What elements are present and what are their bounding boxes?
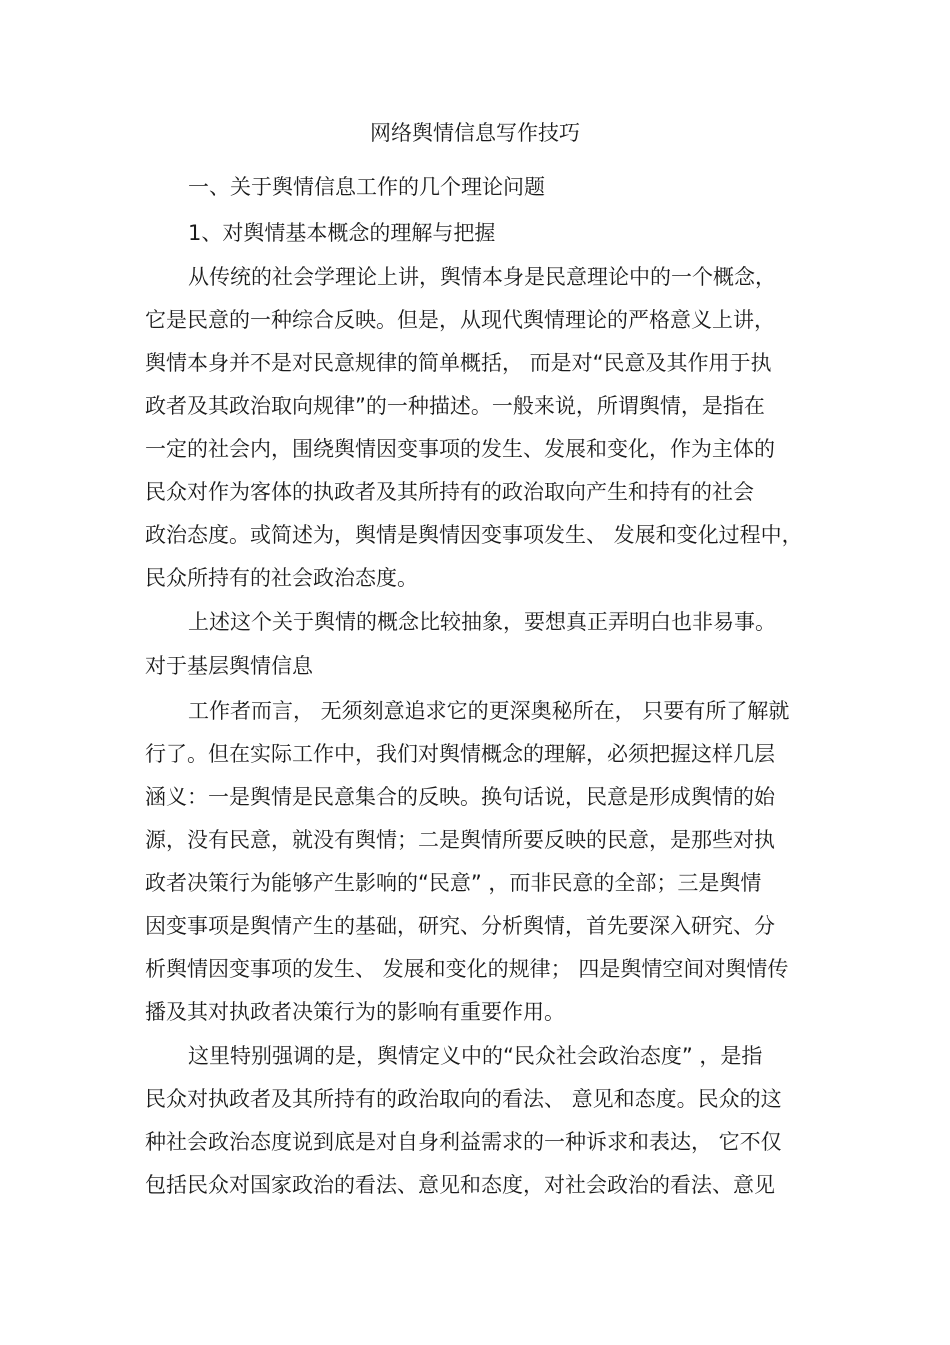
paragraph-line: 对于基层舆情信息 (145, 654, 313, 678)
paragraph-line: 析舆情因变事项的发生、 发展和变化的规律； 四是舆情空间对舆情传 (145, 957, 789, 981)
paragraph-line: 涵义：一是舆情是民意集合的反映。换句话说，民意是形成舆情的始 (145, 785, 775, 809)
paragraph-line: 因变事项是舆情产生的基础，研究、分析舆情，首先要深入研究、分 (145, 914, 775, 938)
section-heading: 一、关于舆情信息工作的几个理论问题 (188, 175, 545, 199)
paragraph-line: 民众对作为客体的执政者及其所持有的政治取向产生和持有的社会 (145, 480, 754, 504)
paragraph-line: 种社会政治态度说到底是对自身利益需求的一种诉求和表达， 它不仅 (145, 1130, 782, 1154)
paragraph-line: 源，没有民意，就没有舆情；二是舆情所要反映的民意，是那些对执 (145, 828, 775, 852)
paragraph-line: 这里特别强调的是，舆情定义中的“民众社会政治态度” ，是指 (188, 1044, 763, 1068)
paragraph-line: 民众对执政者及其所持有的政治取向的看法、 意见和态度。民众的这 (145, 1087, 782, 1111)
paragraph-line: 民众所持有的社会政治态度。 (145, 566, 418, 590)
paragraph-line: 政者决策行为能够产生影响的“民意” ，而非民意的全部；三是舆情 (145, 871, 762, 895)
paragraph-line: 行了。但在实际工作中，我们对舆情概念的理解，必须把握这样几层 (145, 742, 775, 766)
paragraph-line: 播及其对执政者决策行为的影响有重要作用。 (145, 1000, 565, 1024)
paragraph-line: 工作者而言， 无须刻意追求它的更深奥秘所在， 只要有所了解就 (188, 699, 790, 723)
paragraph-line: 上述这个关于舆情的概念比较抽象，要想真正弄明白也非易事。 (188, 610, 776, 634)
paragraph-line: 舆情本身并不是对民意规律的简单概括， 而是对“民意及其作用于执 (145, 351, 772, 375)
paragraph-line: 它是民意的一种综合反映。但是，从现代舆情理论的严格意义上讲， (145, 308, 775, 332)
subsection-heading: 1、对舆情基本概念的理解与把握 (188, 221, 496, 245)
paragraph-line: 政治态度。或简述为，舆情是舆情因变事项发生、 发展和变化过程中， (145, 523, 803, 547)
paragraph-line: 政者及其政治取向规律”的一种描述。一般来说，所谓舆情，是指在 (145, 394, 765, 418)
paragraph-line: 从传统的社会学理论上讲，舆情本身是民意理论中的一个概念， (188, 265, 776, 289)
paragraph-line: 一定的社会内，围绕舆情因变事项的发生、发展和变化，作为主体的 (145, 437, 775, 461)
document-title: 网络舆情信息写作技巧 (370, 121, 580, 145)
paragraph-line: 包括民众对国家政治的看法、意见和态度，对社会政治的看法、意见 (145, 1173, 775, 1197)
